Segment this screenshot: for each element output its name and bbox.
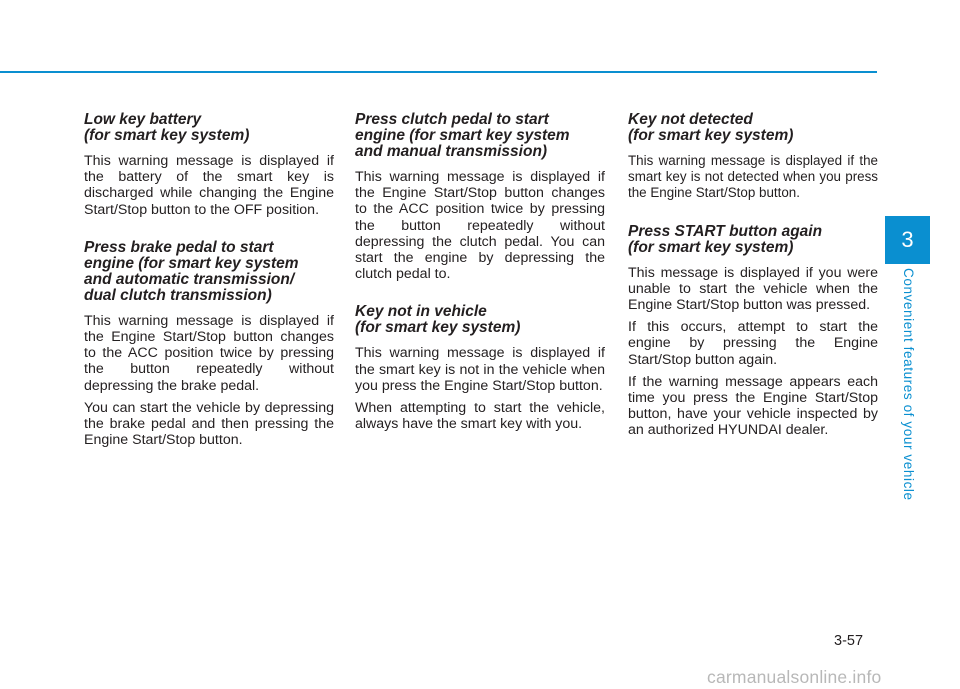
chapter-number-tab: 3 — [885, 216, 930, 264]
section-key-not-in-vehicle — [355, 304, 605, 432]
paragraph: This warning message is displayed if the smart key is not in the vehicle when you press the Engine Start/Stop button. — [355, 345, 605, 394]
paragraph: This warning message is displayed if the Engine Start/Stop button changes to the ACC position twice by pressing the button repeatedly without depressing the clutch pedal. You can start the engine by depressing the clutch pedal to. — [355, 169, 605, 283]
paragraph: This message is displayed if you were unable to start the vehicle when the Engine Start/Stop button was pressed. — [628, 264, 878, 314]
section-press-brake-pedal — [84, 240, 334, 449]
section-heading: Key not in vehicle (for smart key system) — [355, 303, 521, 337]
column-2 — [355, 112, 605, 454]
section-heading: Press START button again (for smart key system) — [628, 222, 823, 256]
paragraph: You can start the vehicle by depressing the brake pedal and then pressing the Engine Start/Stop button. — [84, 399, 334, 449]
column-1 — [84, 112, 334, 470]
paragraph: This warning message is displayed if the battery of the smart key is discharged while changing the Engine Start/Stop button to the OFF position. — [84, 153, 334, 218]
chapter-title: Convenient features of your vehicle — [901, 268, 916, 501]
section-key-not-detected — [628, 112, 878, 202]
section-heading: Press brake pedal to start engine (for smart key system and automatic transmission/ dual clutch transmission) — [84, 238, 299, 304]
paragraph: This warning message is displayed if the Engine Start/Stop button changes to the ACC position twice by pressing the button repeatedly without depressing the brake pedal. — [84, 312, 334, 394]
paragraph: This warning message is displayed if the smart key is not detected when you press the Engine Start/Stop button. — [628, 153, 878, 201]
paragraph: If the warning message appears each time you press the Engine Start/Stop button, have your vehicle inspected by an authorized HYUNDAI dealer. — [628, 373, 878, 439]
section-heading: Low key battery (for smart key system) — [84, 111, 250, 144]
section-heading: Key not detected (for smart key system) — [628, 111, 794, 144]
section-press-clutch-pedal — [355, 112, 605, 282]
section-low-key-battery — [84, 112, 334, 218]
section-heading: Press clutch pedal to start engine (for smart key system and manual transmission) — [355, 111, 570, 160]
header-rule — [0, 71, 877, 73]
page-number: 3-57 — [834, 633, 864, 649]
watermark: carmanualsonline.info — [707, 667, 882, 687]
paragraph: If this occurs, attempt to start the engine by pressing the Engine Start/Stop button again. — [628, 319, 878, 368]
paragraph: When attempting to start the vehicle, always have the smart key with you. — [355, 400, 605, 433]
column-3 — [628, 112, 878, 461]
section-press-start-again — [628, 224, 878, 439]
